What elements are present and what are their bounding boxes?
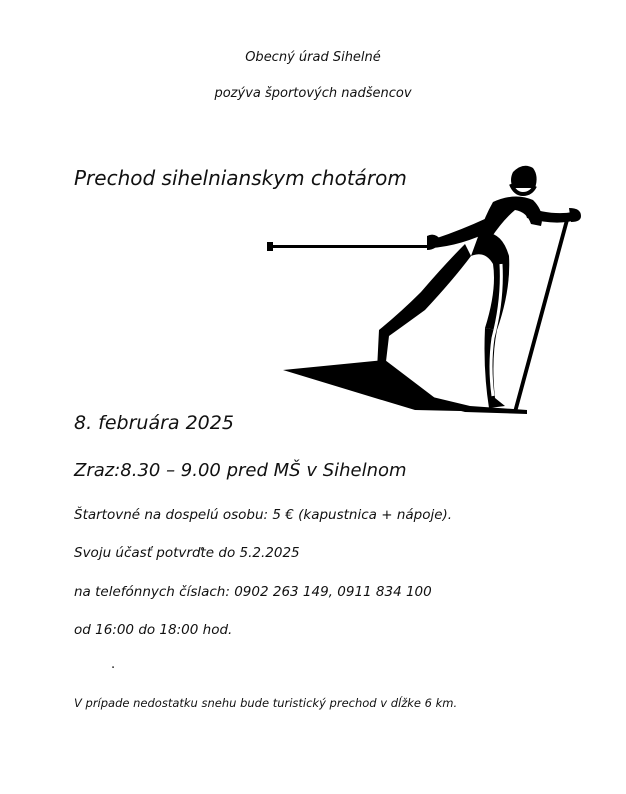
event-title: Prechod sihelnianskym chotárom bbox=[74, 166, 407, 190]
entry-fee-line: Štartovné na dospelú osobu: 5 € (kapustnica + nápoje). bbox=[74, 507, 453, 523]
event-date: 8. februára 2025 bbox=[74, 412, 234, 434]
organizer-heading: Obecný úrad Sihelné bbox=[245, 50, 381, 65]
phone-numbers-line: na telefónnych číslach: 0902 263 149, 0911 834 100 bbox=[74, 584, 432, 600]
meeting-point: Zraz:8.30 – 9.00 pred MŠ v Sihelnom bbox=[74, 460, 407, 481]
contact-hours-line: od 16:00 do 18:00 hod. bbox=[74, 622, 233, 638]
invitation-subheading: pozýva športových nadšencov bbox=[214, 86, 412, 101]
snow-alternative-note: V prípade nedostatku snehu bude turistický prechod v dĺžke 6 km. bbox=[74, 696, 458, 710]
separator-dot: . bbox=[111, 657, 116, 672]
confirmation-deadline-line: Svoju účasť potvrďte do 5.2.2025 bbox=[74, 545, 300, 561]
cross-country-skier-icon bbox=[265, 160, 585, 415]
